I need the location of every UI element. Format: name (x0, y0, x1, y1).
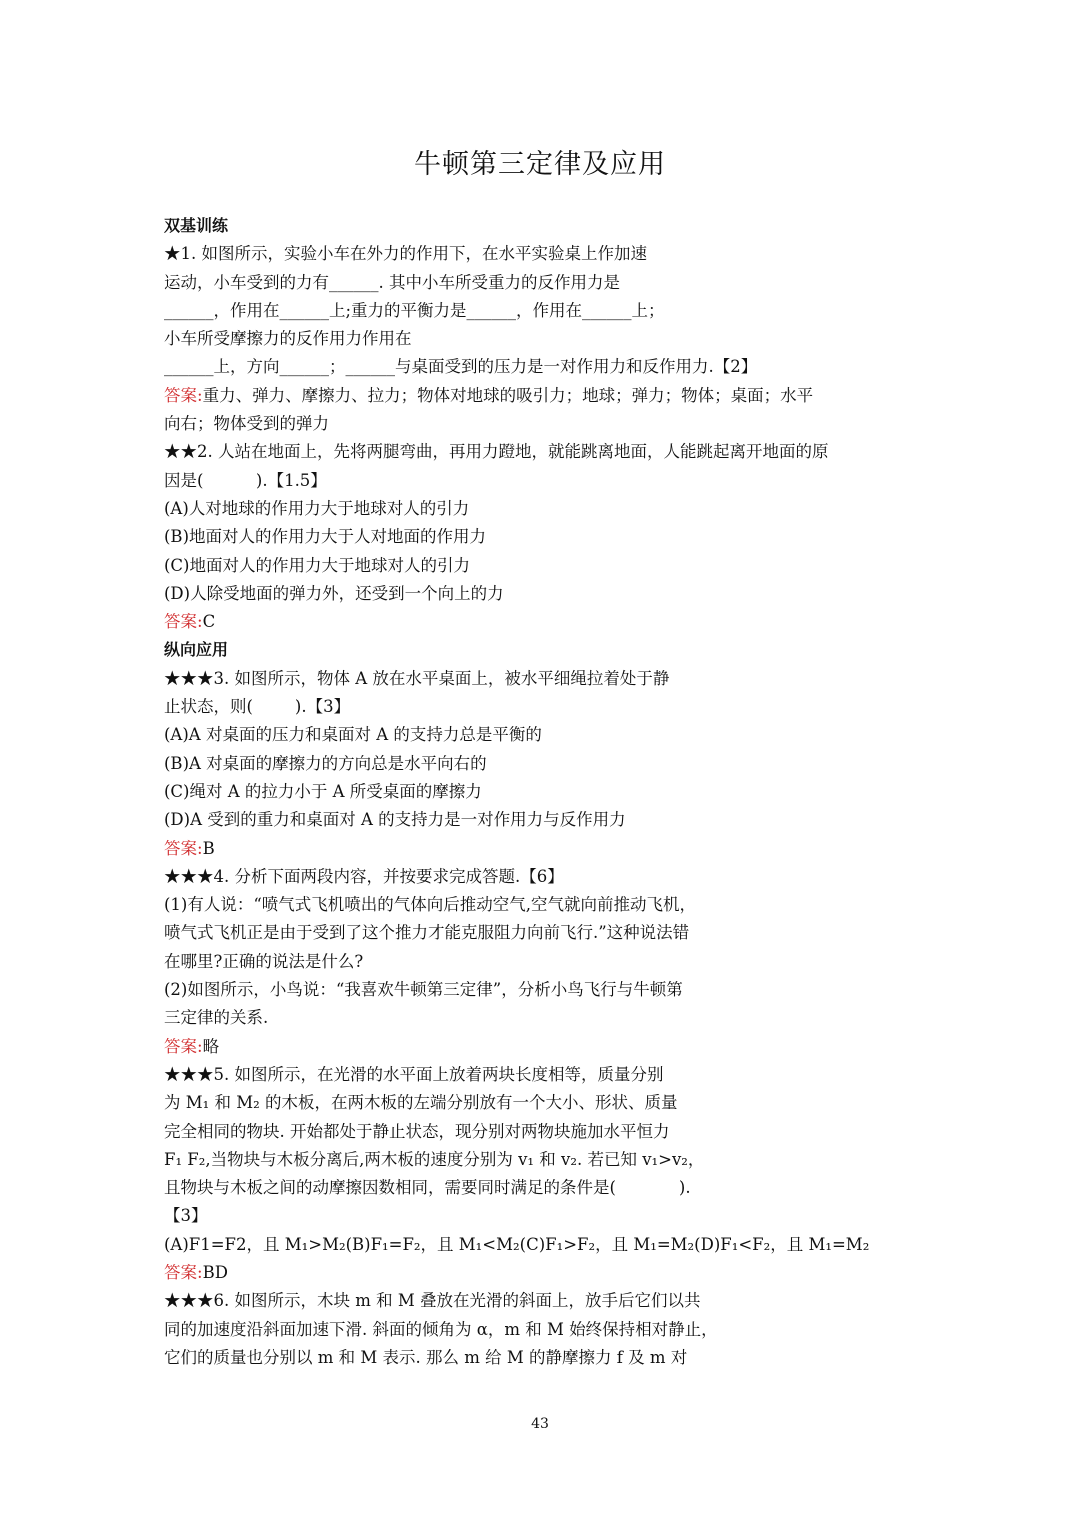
text-line: ★★★4. 分析下面两段内容，并按要求完成答题.【6】 (164, 866, 564, 886)
text-line: (D)A 受到的重力和桌面对 A 的支持力是一对作用力与反作用力 (164, 810, 626, 830)
text-line: ★★★3. 如图所示，物体 A 放在水平桌面上，被水平细绳拉着处于静 (164, 668, 670, 688)
answer-line (164, 608, 924, 636)
answer-line (164, 1033, 924, 1061)
answer-label: 答案: (164, 1036, 203, 1056)
text-line: 完全相同的物块. 开始都处于静止状态，现分别对两物块施加水平恒力 (164, 1121, 670, 1141)
answer-line (164, 1259, 924, 1287)
text-line: ★★★5. 如图所示，在光滑的水平面上放着两块长度相等，质量分别 (164, 1064, 664, 1084)
text-line: ★★2. 人站在地面上，先将两腿弯曲，再用力蹬地，就能跳离地面，人能跳起离开地面的原 (164, 442, 829, 462)
text-line: 止状态，则( ).【3】 (164, 697, 351, 717)
section-heading: 纵向应用 (164, 640, 229, 660)
text-line: (A)人对地球的作用力大于地球对人的引力 (164, 498, 470, 518)
text-line: 小车所受摩擦力的反作用力作用在 (164, 329, 412, 349)
answer-line (164, 382, 924, 410)
text-line: 【3】 (164, 1206, 208, 1226)
answer-label: 答案: (164, 385, 203, 405)
text-line: (A)A 对桌面的压力和桌面对 A 的支持力总是平衡的 (164, 725, 542, 745)
text-line: (B)地面对人的作用力大于人对地面的作用力 (164, 527, 486, 547)
text-line: 且物块与木板之间的动摩擦因数相同，需要同时满足的条件是( ). (164, 1178, 691, 1198)
answer-line (164, 835, 924, 863)
answer-text: 略 (202, 1036, 220, 1056)
document-body (164, 212, 924, 1372)
text-line: 在哪里?正确的说法是什么? (164, 951, 364, 971)
text-line: 因是( ).【1.5】 (164, 470, 327, 490)
text-line: F₁ F₂,当物块与木板分离后,两木板的速度分别为 v₁ 和 v₂. 若已知 v₁>v₂， (164, 1149, 705, 1169)
text-line: (1)有人说：“喷气式飞机喷出的气体向后推动空气,空气就向前推动飞机， (164, 895, 697, 915)
text-line: ______，作用在______上;重力的平衡力是______，作用在______上； (164, 300, 665, 320)
text-line: ______上，方向______；______与桌面受到的压力是一对作用力和反作用力.【2】 (164, 357, 758, 377)
answer-label: 答案: (164, 612, 203, 632)
text-line: ★★★6. 如图所示，木块 m 和 M 叠放在光滑的斜面上，放手后它们以共 (164, 1291, 701, 1311)
text-line: (B)A 对桌面的摩擦力的方向总是水平向右的 (164, 753, 487, 773)
text-line: (D)人除受地面的弹力外，还受到一个向上的力 (164, 583, 504, 603)
text-line: (C)绳对 A 的拉力小于 A 所受桌面的摩擦力 (164, 781, 482, 801)
page-title: 牛顿第三定律及应用 (414, 149, 666, 180)
text-line: ★1. 如图所示，实验小车在外力的作用下，在水平实验桌上作加速 (164, 244, 647, 264)
answer-text: 重力、弹力、摩擦力、拉力；物体对地球的吸引力；地球；弹力；物体；桌面；水平 (202, 385, 814, 405)
text-line: 向右；物体受到的弹力 (164, 414, 329, 434)
text-line: (A)F1=F2，且 M₁>M₂(B)F₁=F₂，且 M₁<M₂(C)F₁>F₂，且 M₁=M₂(D)F₁<F₂，且 M₁=M₂ (164, 1234, 870, 1254)
answer-text: C (202, 612, 216, 632)
page-number: 43 (531, 1416, 549, 1432)
text-line: 同的加速度沿斜面加速下滑. 斜面的倾角为 α，m 和 M 始终保持相对静止， (164, 1319, 718, 1339)
section-heading: 双基训练 (164, 216, 229, 235)
text-line: 运动，小车受到的力有______. 其中小车所受重力的反作用力是 (164, 272, 620, 292)
answer-label: 答案: (164, 838, 203, 858)
text-line: (C)地面对人的作用力大于地球对人的引力 (164, 555, 470, 575)
answer-label: 答案: (164, 1262, 203, 1282)
text-line: 三定律的关系. (164, 1008, 269, 1028)
answer-text: B (202, 838, 215, 858)
text-line: (2)如图所示，小鸟说：“我喜欢牛顿第三定律”，分析小鸟飞行与牛顿第 (164, 980, 683, 1000)
text-line: 为 M₁ 和 M₂ 的木板，在两木板的左端分别放有一个大小、形状、质量 (164, 1093, 678, 1113)
text-line: 喷气式飞机正是由于受到了这个推力才能克服阻力向前飞行.”这种说法错 (164, 923, 690, 943)
answer-text: BD (202, 1262, 228, 1282)
text-line: 它们的质量也分别以 m 和 M 表示. 那么 m 给 M 的静摩擦力 f 及 m 对 (164, 1347, 688, 1367)
